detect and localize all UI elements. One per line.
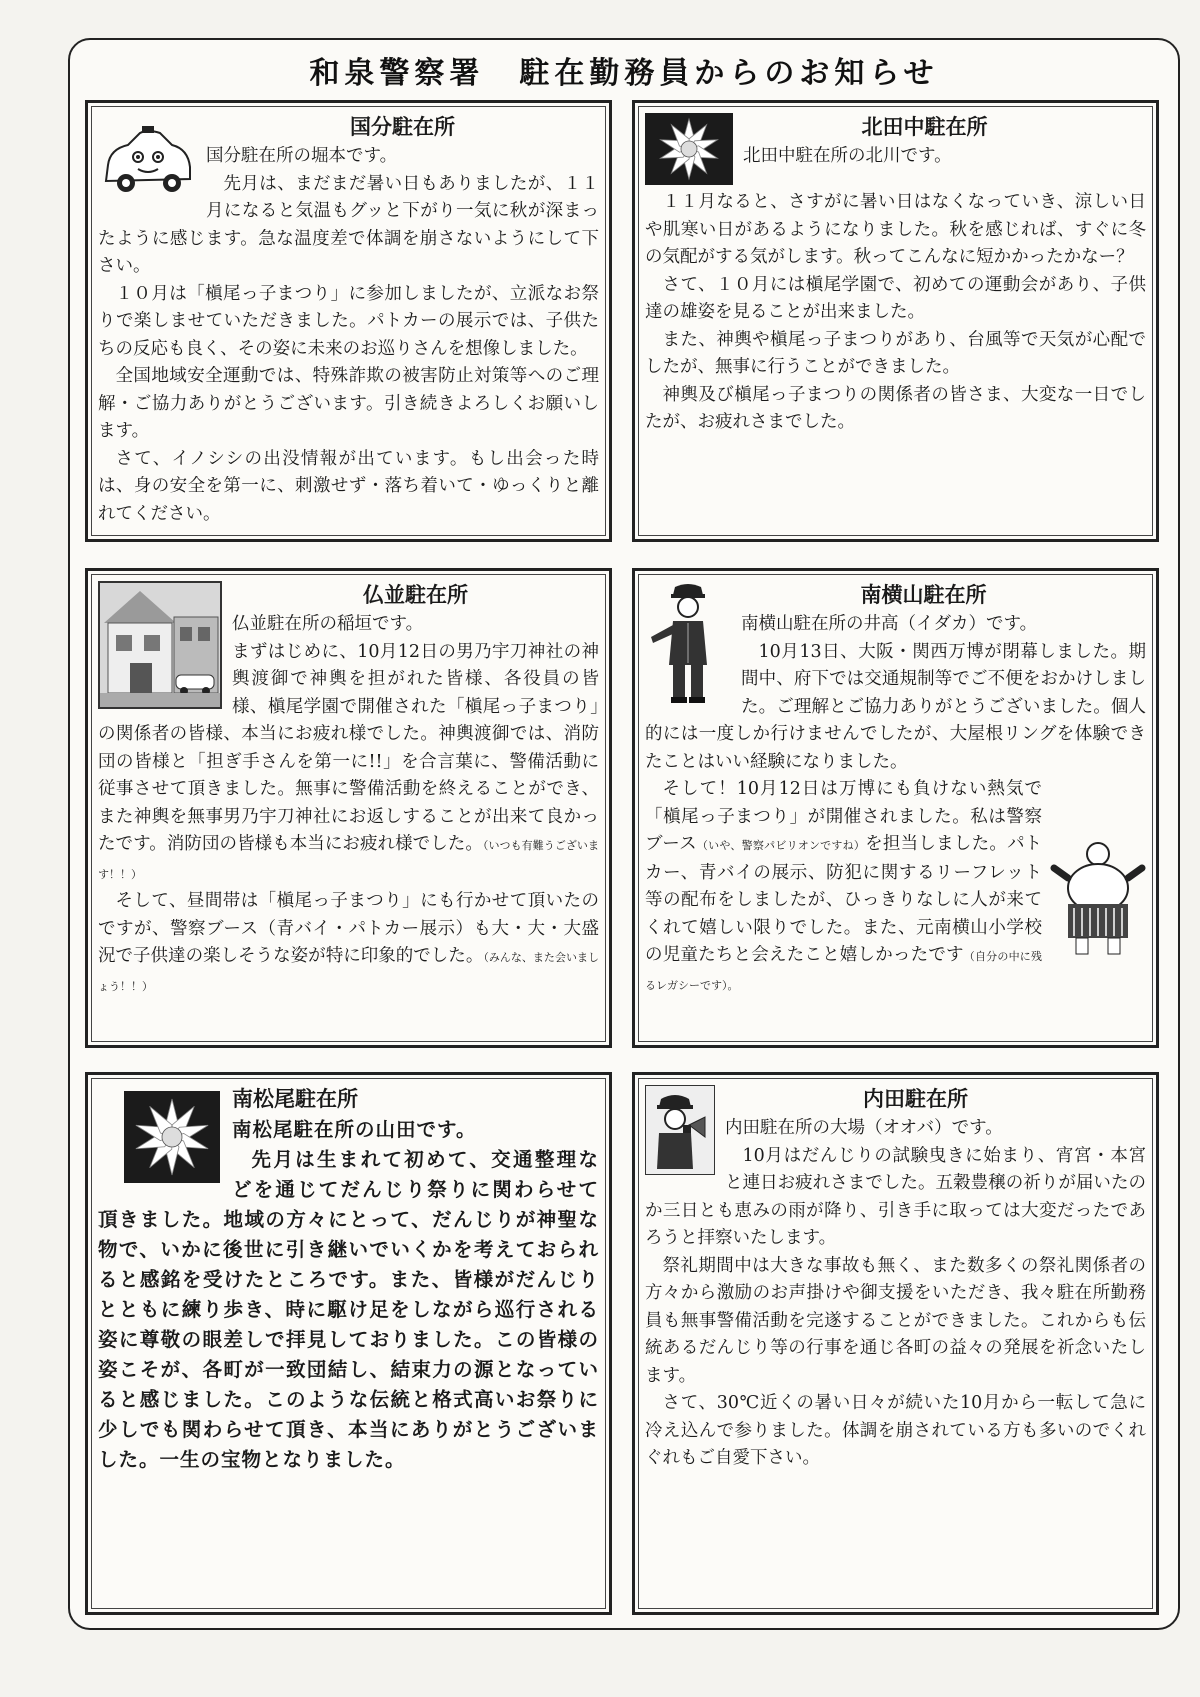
section-title: 北田中駐在所 (861, 115, 988, 139)
paragraph: １１月なると、さすがに暑い日はなくなっていき、涼しい日や肌寒い日があるようになりました。秋を感じれば、すぐに冬の気配がする気がします。秋ってこんなに短かかったかなー？ (645, 192, 1146, 267)
section-minamiyokoyama (632, 568, 1159, 1048)
police-car-icon (98, 123, 196, 197)
sumo-wrestler-icon (1050, 838, 1146, 958)
paragraph-wrap (98, 888, 599, 1000)
section-kitadanaka (632, 100, 1159, 542)
section-title: 国分駐在所 (350, 115, 455, 139)
paragraph: 南横山駐在所の井高（イダカ）です。 (741, 614, 1038, 634)
paragraph: 全国地域安全運動では、特殊詐欺の被害防止対策等へのご理解・ご協力ありがとうございます。引き続きよろしくお願いします。 (98, 366, 599, 441)
paragraph: １０月は「槇尾っ子まつり」に参加しましたが、立派なお祭りで楽しませていただきました。パトカーの展示では、子供たちの反応も良く、その姿に未来のお巡りさんを想像しました。 (98, 283, 599, 359)
paragraph: 北田中駐在所の北川です。 (743, 146, 952, 166)
police-megaphone-icon (645, 1085, 715, 1175)
paragraph: 内田駐在所の大場（オオバ）です。 (725, 1118, 1003, 1138)
paragraph: さて、イノシシの出没情報が出ています。もし出会った時は、身の安全を第一に、刺激せず・落ち着いて・ゆっくりと離れてください。 (98, 448, 599, 524)
police-officer-icon (645, 581, 731, 709)
section-title: 内田駐在所 (863, 1087, 968, 1111)
paragraph: そして、昼間帯は「槇尾っ子まつり」にも行かせて頂いたのですが、警察ブース（青バイ・パトカー展示）も大・大・大盛況で子供達の楽しそうな姿が特に印象的でした。 (98, 891, 599, 966)
paragraph: を担当しました。パトカー、青バイの展示、防犯に関するリーフレット等の配布をしましたが、ひっきりなしに人が来てくれて嬉しい限りでした。また、元南横山小学校の児童たちと会えたこと嬉しかったです (645, 834, 1043, 965)
paragraph: そして！10月12日は万博にも負けない熱気で「槇尾っ子まつり」が開催されました。私は警察ブース (645, 779, 1042, 854)
police-badge-icon (645, 113, 733, 185)
paragraph: 10月13日、大阪・関西万博が閉幕しました。期間中、府下では交通規制等でご不便をおかけしました。ご理解とご協力ありがとうございました。個人的には一度しか行けませんでしたが、大屋根リングを体験できたことはいい経験になりました。 (645, 641, 1146, 772)
notice-sheet (68, 38, 1180, 1630)
page-title: 和泉警察署 駐在勤務員からのお知らせ (309, 56, 939, 91)
paragraph: 南松尾駐在所の山田です。 (232, 1118, 477, 1141)
paragraph: 仏並駐在所の稲垣です。 (232, 614, 424, 634)
paragraph: また、神輿や槇尾っ子まつりがあり、台風等で天気が心配でしたが、無事に行うことができました。 (645, 329, 1146, 377)
section-kokubu (85, 100, 612, 542)
aside-note: （自分の中に残るレガシーです）。 (645, 950, 1042, 992)
paragraph: 国分駐在所の堀本です。 (206, 146, 398, 166)
police-box-photo (98, 581, 222, 709)
aside-note: （みんな、また会いましょう！！） (98, 951, 599, 993)
paragraph: 祭礼期間中は大きな事故も無く、また数多くの祭礼関係者の方々から激励のお声掛けや御支援をいただき、我々駐在所勤務員も無事警備活動を完遂することができました。これからも伝統あるだんじり等の行事を通じ各町の益々の発展を祈念いたします。 (645, 1255, 1146, 1386)
paragraph: 先月は、まだまだ暑い日もありましたが、１１月になると気温もグッと下がり一気に秋が深まったように感じます。急な温度差で体調を崩さないようにして下さい。 (98, 173, 599, 276)
paragraph: さて、１０月には槇尾学園で、初めての運動会があり、子供達の雄姿を見ることが出来ました。 (645, 274, 1146, 322)
paragraph: 10月はだんじりの試験曳きに始まり、宵宮・本宮と連日お疲れさまでした。五穀豊穣の祈りが届いたのか三日とも恵みの雨が降り、引き手に取っては大変だったであろうと拝察いたします。 (645, 1145, 1146, 1248)
section-uchida (632, 1072, 1159, 1615)
paragraph: まずはじめに、10月12日の男乃宇刀神社の神輿渡御で神輿を担がれた皆様、各役員の皆様、槇尾学園で開催された「槇尾っ子まつり」の関係者の皆様、本当にお疲れ様でした。神輿渡御では、消防団の皆様と「担ぎ手さんを第一に!!」を合言葉に、警備活動に従事させて頂きました。無事に警備活動を終えることができ、また神輿を無事男乃宇刀神社にお返しすることが出来て良かったです。消防団の皆様も本当にお疲れ様でした。 (98, 641, 599, 854)
section-minamimatsuo (85, 1072, 612, 1615)
section-title: 南松尾駐在所 (232, 1087, 358, 1111)
section-title: 南横山駐在所 (860, 583, 987, 607)
paragraph: 先月は生まれて初めて、交通整理などを通じてだんじり祭りに関わらせて頂きました。地域の方々にとって、だんじりが神聖な物で、いかに後世に引き継いでいくかを考えておられると感銘を受けたところです。また、皆様がだんじりとともに練り歩き、時に駆け足をしながら巡行される姿に尊敬の眼差しで拝見しておりました。この皆様の姿こそが、各町が一致団結し、結束力の源となっていると感じました。このような伝統と格式高いお祭りに少しでも関わらせて頂き、本当にありがとうございました。一生の宝物となりました。 (98, 1148, 599, 1471)
police-badge-icon (124, 1091, 220, 1183)
paragraph: 神輿及び槇尾っ子まつりの関係者の皆さま、大変な一日でしたが、お疲れさまでした。 (645, 384, 1146, 432)
section-butsunami (85, 568, 612, 1048)
section-title: 仏並駐在所 (363, 583, 468, 607)
aside-note: （いや、警察パビリオンですね） (696, 839, 866, 852)
paragraph: さて、30℃近くの暑い日々が続いた10月から一転して急に冷え込んで参りました。体調を崩されている方も多いのでくれぐれもご自愛下さい。 (645, 1393, 1146, 1468)
aside-note: （いつも有難うございます！！） (98, 839, 599, 881)
